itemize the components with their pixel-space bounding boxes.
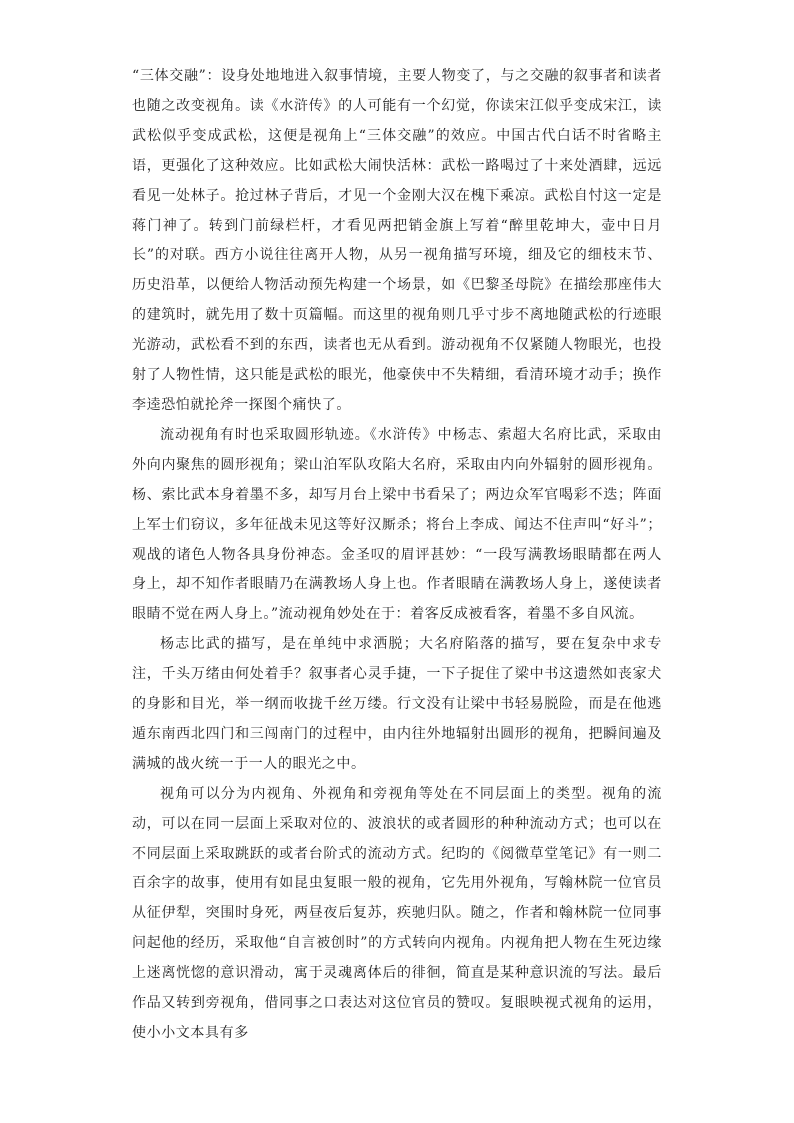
document-page: [132, 62, 662, 1049]
paragraph-perspective-layers: 视角可以分为内视角、外视角和旁视角等处在不同层面上的类型。视角的流动，可以在同一层面上采取对位的、波浪状的或者圆形的种种流动方式；也可以在不同层面上采取跳跃的或者台阶式的流动方式。纪昀的《阅微草堂笔记》有一则二百余字的故事，使用有如昆虫复眼一般的视角，它先用外视角，写翰林院一位官员从征伊犁，突围时身死，两昼夜后复苏，疾驰归队。随之，作者和翰林院一位同事问起他的经历，采取他“自言被创时”的方式转向内视角。内视角把人物在生死边缘上迷离恍惚的意识滑动，寓于灵魂离体后的徘徊，简直是某种意识流的写法。最后作品又转到旁视角，借同事之口表达对这位官员的赞叹。复眼映视式视角的运用，使小小文本具有多: [132, 785, 662, 1041]
paragraph-yang-zhi-bi-wu: 杨志比武的描写，是在单纯中求洒脱；大名府陷落的描写，要在复杂中求专注，千头万绪由何处着手？叙事者心灵手捷，一下子捉住了梁中书这遗然如丧家犬的身影和目光，举一纲而收拢千丝万缕。行文没有让梁中书轻易脱险，而是在他逃遁东南西北四门和三闯南门的过程中，由内往外地辐射出圆形的视角，把瞬间遍及满城的战火统一于一人的眼光之中。: [132, 636, 662, 772]
paragraph-san-ti-jiao-rong: “三体交融”：设身处地地进入叙事情境，主要人物变了，与之交融的叙事者和读者也随之改变视角。读《水浒传》的人可能有一个幻觉，你读宋江似乎变成宋江，读武松似乎变成武松，这便是视角上“三体交融”的效应。中国古代白话不时省略主语，更强化了这种效应。比如武松大闹快活林：武松一路喝过了十来处酒肆，远远看见一处林子。抢过林子背后，才见一个金刚大汉在槐下乘凉。武松自忖这一定是蒋门神了。转到门前绿栏杆，才看见两把销金旗上写着“醉里乾坤大，壶中日月长”的对联。西方小说往往离开人物，从另一视角描写环境，细及它的细枝末节、历史沿革，以便给人物活动预先构建一个场景，如《巴黎圣母院》在描绘那座伟大的建筑时，就先用了数十页篇幅。而这里的视角则几乎寸步不离地随武松的行迹眼光游动，武松看不到的东西，读者也无从看到。游动视角不仅紧随人物眼光，也投射了人物性情，这只能是武松的眼光，他豪侠中不失精细，看清环境才动手；换作李逵恐怕就抡斧一探图个痛快了。: [132, 68, 662, 413]
paragraph-circular-perspective: 流动视角有时也采取圆形轨迹。《水浒传》中杨志、索超大名府比武，采取由外向内聚焦的圆形视角；梁山泊军队攻陷大名府，采取由内向外辐射的圆形视角。杨、索比武本身着墨不多，却写月台上梁中书看呆了；两边众军官喝彩不迭；阵面上军士们窃议，多年征战未见这等好汉厮杀；将台上李成、闻达不住声叫“好斗”；观战的诸色人物各具身份神态。金圣叹的眉评甚妙：“一段写满教场眼睛都在两人身上，却不知作者眼睛乃在满教场人身上也。作者眼睛在满教场人身上，遂使读者眼睛不觉在两人身上。”流动视角妙处在于：着客反成被看客，着墨不多自风流。: [132, 426, 662, 623]
